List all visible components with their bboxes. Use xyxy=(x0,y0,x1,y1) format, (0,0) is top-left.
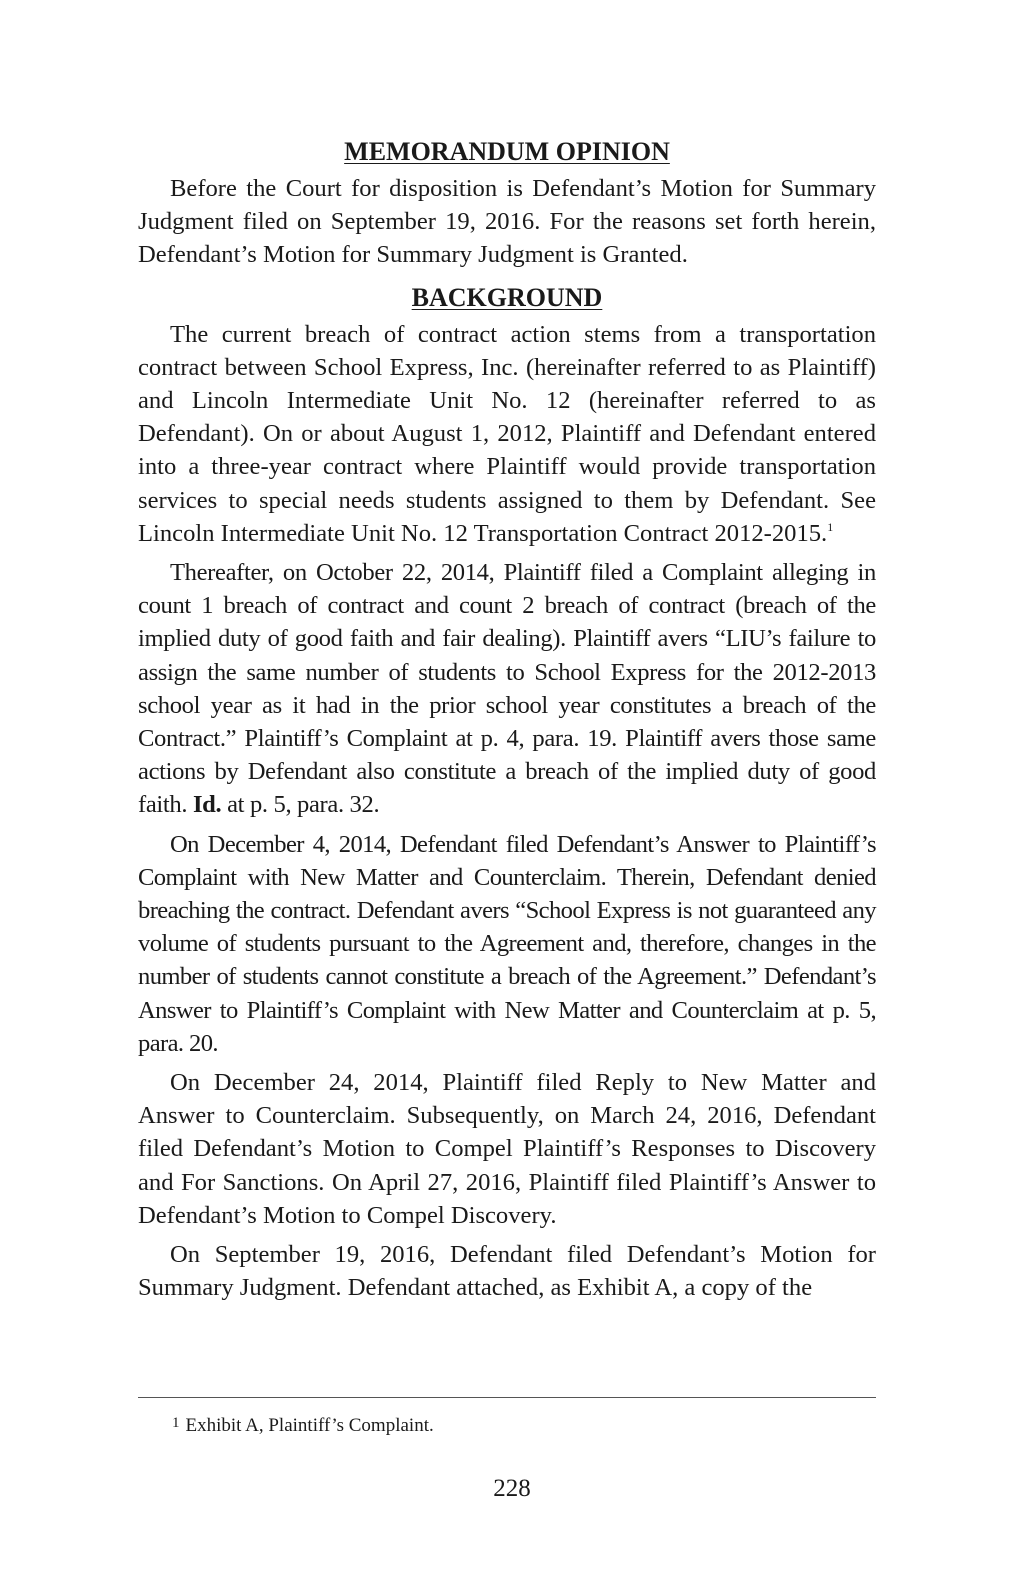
footnote-text: Exhibit A, Plaintiff’s Complaint. xyxy=(185,1415,434,1436)
footnote xyxy=(172,1410,434,1439)
paragraph-disposition: Before the Court for disposition is Defendant’s Motion for Summary Judgment filed on September 19, 2016. For the reasons set forth herein, Defendant’s Motion for Summary Judgment is Granted. xyxy=(138,175,876,269)
page-number: 228 xyxy=(493,1475,531,1502)
paragraph-summary-judgment: On September 19, 2016, Defendant filed Defendant’s Motion for Summary Judgment. Defendant attached, as Exhibit A, a copy of the xyxy=(138,1241,876,1302)
footnote-mark: 1 xyxy=(172,1415,180,1431)
paragraph-contract-background: The current breach of contract action stems from a transportation contract between School Express, Inc. (hereinafter referred to as Plaintiff) and Lincoln Intermediate Unit No. 12 (hereinafter referred to as Defendant). On or about August 1, 2012, Plaintiff and Defendant entered into a three-year contract where Plaintiff would provide transportation services to special needs students assigned to them by Defendant. See Lincoln Intermediate Unit No. 12 Transportation Contract 2012-2015.$^1$ xyxy=(138,320,876,547)
citation-id: Id. xyxy=(192,791,222,819)
paragraph-reply: On December 24, 2014, Plaintiff filed Reply to New Matter and Answer to Counterclaim. Subsequently, on March 24, 2016, Defendant filed Defendant’s Motion to Compel Plaintiff’s Responses to Discovery and For Sanctions. On April 27, 2016, Plaintiff filed Plaintiff’s Answer to Defendant’s Motion to Compel Discovery. xyxy=(138,1069,876,1229)
heading-memorandum-opinion: MEMORANDUM OPINION xyxy=(344,137,670,166)
footnote-divider xyxy=(138,1397,876,1398)
opinion-body xyxy=(138,132,876,1311)
paragraph-complaint: Thereafter, on October 22, 2014, Plaintiff filed a Complaint alleging in count 1 breach of contract and count 2 breach of contract (breach of the implied duty of good faith and fair dealing). Plaintiff avers “LIU’s failure to assign the same number of students to School Express for the 2012-2013 school year as it had in the prior school year constitutes a breach of the Contract.” Plaintiff’s Complaint at p. 4, para. 19. Plaintiff avers those same actions by Defendant also constitute a breach of the implied duty of good faith. Id. at p. 5, para. 32. xyxy=(138,559,876,819)
paragraph-answer: On December 4, 2014, Defendant filed Defendant’s Answer to Plaintiff’s Complaint with New Matter and Counterclaim. Therein, Defendant denied breaching the contract. Defendant avers “School Express is not guaranteed any volume of students pursuant to the Agreement and, therefore, changes in the number of students cannot constitute a breach of the Agreement.” Defendant’s Answer to Plaintiff’s Complaint with New Matter and Counterclaim at p. 5, para. 20. xyxy=(138,830,876,1057)
footnote-reference[interactable]: 1 xyxy=(827,519,834,534)
heading-background: BACKGROUND xyxy=(411,282,603,312)
